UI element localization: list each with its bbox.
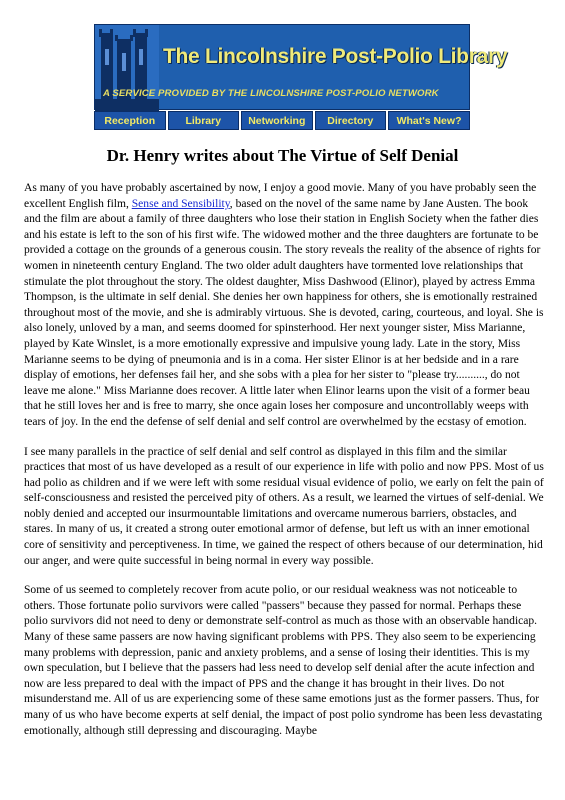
article-paragraph-2: I see many parallels in the practice of self denial and self control as displayed in this film and the similar practices that most of us have developed as a result of our experience in life with polio and now PPS. Most of us had polio as children and if we were left with some residual visual evidence of polio, we early on felt the pain of self-consciousness and resisted the perceived pity of others. As a result, we learned the virtues of self-denial. We nobly denied and accepted our insurmountable limitations and overcame numerous barriers, obstacles, and stares. In many of us, it created a strong outer emotional armor of defense, but left us with an inner emotional core of sensitivity and perceptiveness. In time, we gained the respect of others because of our determination, hid our anger, and were quite successful in being normal in every way possible.	[24, 445, 544, 567]
nav-directory-button[interactable]: Directory	[315, 111, 387, 130]
article-paragraph-3: Some of us seemed to completely recover from acute polio, or our residual weakness was not noticeable to others. Those fortunate polio survivors were called "passers" because they passed for normal. Perhaps these polio survivors did not need to deny or demonstrate self-control as much as those with an observable handicap. Many of these same passers are now having significant problems with PPS. They also seem to be experiencing many problems with depression, panic and anxiety problems, and a sense of losing their identities. This is my own speculation, but I believe that the passers had less need to develop self denial after the acute infection and now are less prepared to deal with the impact of PPS and the change it has brought in their lives. Do not misunderstand me. All of us are experiencing some of these same emotions just as the former passers. Thus, for many of us who have become experts at self denial, the impact of post polio syndrome has been less devastating emotionally, although still depressing and discouraging. Maybe	[24, 584, 543, 737]
nav-library-button[interactable]: Library	[168, 111, 240, 130]
article-body	[24, 181, 544, 753]
film-title-link[interactable]: Sense and Sensibility	[131, 197, 230, 210]
article-title: Dr. Henry writes about The Virtue of Self Denial	[106, 146, 459, 165]
nav-reception-button[interactable]: Reception	[94, 111, 166, 130]
paragraph-text: , based on the novel of the same name by Jane Austen. The book and the film are about a family of three daughters who lose their station in English Society when the father dies and his estate is left to the son of his first wife. The widowed mother and the three daughters are fortunate to be provided a cottage on the grounds of a generous cousin. The story reveals the reality of the absence of rights for women in nineteenth century England. The two older adult daughters have tormented love relationships that stimulate the plot throughout the story. The oldest daughter, Miss Dashwood (Elinor), played by actress Emma Thompson, is the ultimate in self denial. She denies her own happiness for others, she is emotionally restrained throughout most of the movie, and she is admirably virtuous. She is devoted, caring, courteous, and loyal. She is also lonely, unloved by a man, and seems doomed for spinsterhood. Her next younger sister, Miss Marianne, played by Kate Winslet, is a more emotionally expressive and impulsive young lady. Late in the story, Miss Marianne seems to be dying of pneumonia and is in a coma. Her sister Elinor is at her bedside and in a rare display of emotions, her defenses fail her, and she sobs with a plea for her sister to "please try.........., do not leave me alone." Miss Marianne does recover. A little later when Elinor learns upon the visit of a former beau that he still loves her and is free to marry, she once again loses her composure and uncontrollably weeps with tears of joy. In the end the defense of self denial and self control are overwhelmed by the ecstasy of emotion.	[24, 197, 544, 428]
nav-networking-button[interactable]: Networking	[241, 111, 313, 130]
library-banner	[94, 24, 508, 110]
main-navigation	[94, 111, 470, 130]
article-paragraph-1	[24, 181, 544, 431]
library-subtitle: A SERVICE PROVIDED BY THE LINCOLNSHIRE POST-POLIO NETWORK	[103, 88, 439, 99]
library-title: The Lincolnshire Post-Polio Library	[163, 45, 508, 68]
nav-whats-new-button[interactable]: What's New?	[388, 111, 470, 130]
paragraph-text: As many of you have probably ascertained by now, I enjoy a good movie. Many of you have probably seen the excellent English film,	[24, 182, 537, 210]
